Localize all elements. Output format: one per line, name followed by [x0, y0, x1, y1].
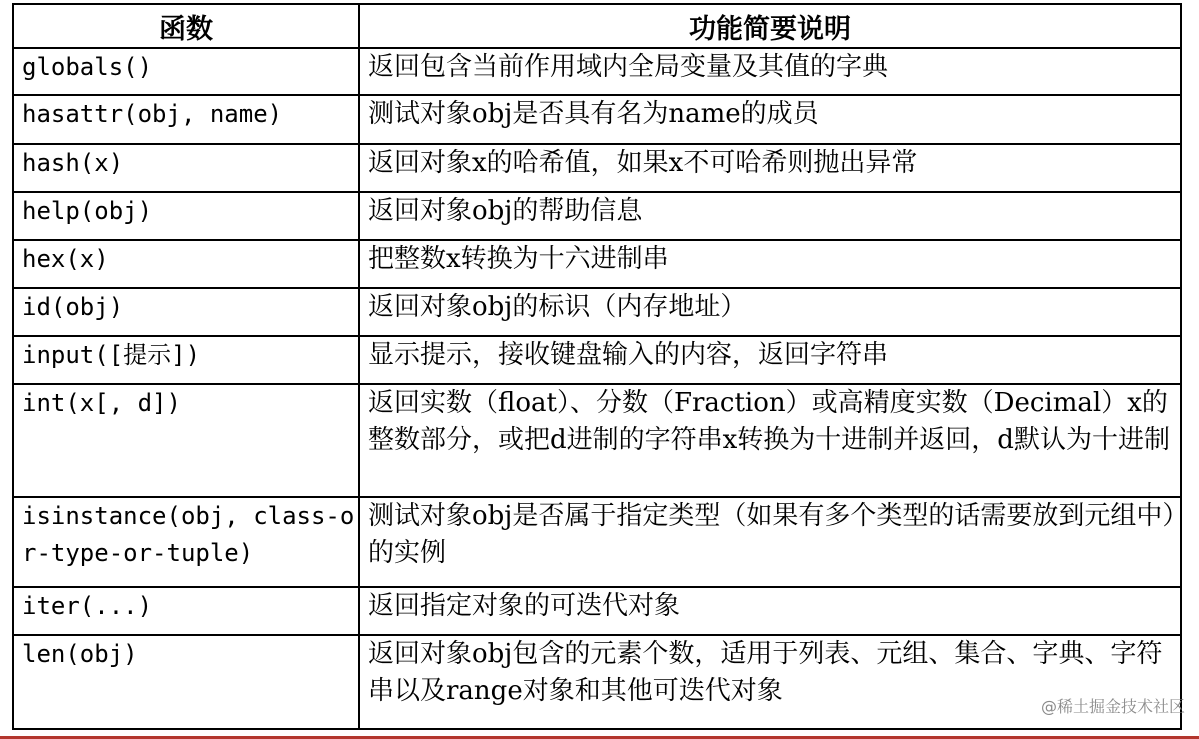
header-function: 函数	[13, 4, 359, 48]
description-cell: 返回对象obj包含的元素个数，适用于列表、元组、集合、字典、字符串以及range对象和其他可迭代对象	[359, 635, 1181, 729]
description-cell: 返回包含当前作用域内全局变量及其值的字典	[359, 48, 1181, 95]
function-cell: iter(...)	[13, 587, 359, 635]
builtin-functions-table	[12, 3, 1182, 730]
function-cell: hash(x)	[13, 144, 359, 192]
table-row	[13, 192, 1181, 240]
table-row	[13, 587, 1181, 635]
function-cell: isinstance(obj, class-or-type-or-tuple)	[13, 497, 359, 587]
function-cell: hasattr(obj, name)	[13, 95, 359, 144]
description-cell: 显示提示，接收键盘输入的内容，返回字符串	[359, 336, 1181, 384]
function-cell: help(obj)	[13, 192, 359, 240]
table-row	[13, 48, 1181, 95]
description-cell: 把整数x转换为十六进制串	[359, 240, 1181, 288]
table-row	[13, 144, 1181, 192]
function-cell: globals()	[13, 48, 359, 95]
watermark: @稀土掘金技术社区	[1040, 697, 1185, 716]
function-cell: input([提示])	[13, 336, 359, 384]
table-row	[13, 497, 1181, 587]
table-header-row	[13, 4, 1181, 48]
description-cell: 返回实数（float）、分数（Fraction）或高精度实数（Decimal）x的整数部分，或把d进制的字符串x转换为十进制并返回，d默认为十进制	[359, 384, 1181, 497]
table-row	[13, 384, 1181, 497]
table-row	[13, 336, 1181, 384]
function-cell: int(x[, d])	[13, 384, 359, 497]
function-cell: hex(x)	[13, 240, 359, 288]
function-cell: id(obj)	[13, 288, 359, 336]
table-row	[13, 95, 1181, 144]
description-cell: 返回指定对象的可迭代对象	[359, 587, 1181, 635]
description-cell: 返回对象obj的标识（内存地址）	[359, 288, 1181, 336]
description-cell: 测试对象obj是否属于指定类型（如果有多个类型的话需要放到元组中）的实例	[359, 497, 1181, 587]
description-cell: 返回对象obj的帮助信息	[359, 192, 1181, 240]
function-cell: len(obj)	[13, 635, 359, 729]
table-row	[13, 240, 1181, 288]
table-row	[13, 288, 1181, 336]
table-row	[13, 635, 1181, 729]
header-description: 功能简要说明	[359, 4, 1181, 48]
description-cell: 测试对象obj是否具有名为name的成员	[359, 95, 1181, 144]
description-cell: 返回对象x的哈希值，如果x不可哈希则抛出异常	[359, 144, 1181, 192]
